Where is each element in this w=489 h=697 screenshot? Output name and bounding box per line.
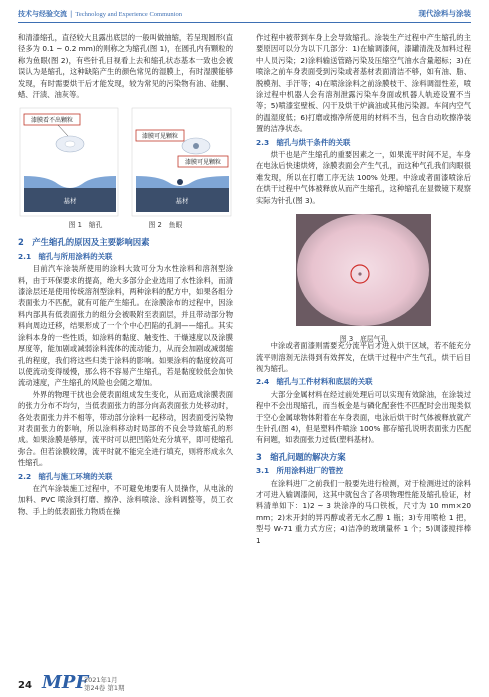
caption-fig1: 图 1 缩孔: [68, 221, 103, 230]
left-column: [18, 32, 233, 517]
micrograph-view: [297, 214, 429, 326]
fig2-label-top: 漆膜可见颗粒: [141, 133, 179, 141]
page-header: [0, 0, 489, 26]
paragraph-2-4: 大部分金属材料在经过前处理后可以实现有效除油，在涂装过程中不会出现缩孔，而当板金是与磷化配套性不匹配时会出现类似于空心金属球物体附着在车身表面，电泳后烘干时气体被释放就产生针孔(图 4)，但是塑料件喷涂 100% 都存缩孔说明表面张力匹配有问题，如表面张力过低(塑料基材)。: [256, 389, 471, 445]
section-2-2-heading: 2.2 缩孔与施工环境的关联: [18, 471, 113, 481]
fig2-particle: [177, 179, 183, 185]
pinhole: [358, 272, 361, 275]
section-2-3-heading: 2.3 缩孔与烘干条件的关联: [256, 137, 351, 147]
paragraph-2-2: 在汽车涂装施工过程中，不可避免地要有人员操作，从电泳的加料、PVC 喷涂到打磨、擦净、涂料喷涂、涂料调整等，员工衣物、手上的低表面张力物质在操: [18, 483, 233, 516]
figure-1-crater: [20, 108, 118, 216]
section-2-1-heading: 2.1 缩孔与所用涂料的关联: [18, 251, 113, 261]
fig1-substrate-label: 基材: [63, 197, 77, 206]
micrograph: [256, 212, 471, 328]
paragraph-2-1-a: 目前汽车涂装所使用的涂料大致可分为水性涂料和溶剂型涂料，由于环保要求的提高，绝大多部分企业选用了水性涂料，而清漆涂层还是使用传统溶剂型涂料，两种涂料的配方中，如果各组分表面张力不匹配，就有可能产生缩孔。在涂膜涂布的过程中，因涂料内部具有低表面张力的组分会被吸附至表面层，并且带动部分物料向周边迁移，结果形成了一个个中心凹陷的孔洞——缩孔。其实涂料本身的一些性质，如涂料的黏度、触变性、干燥速度以及涂膜厚度等，能加剧或减弱涂料流体的流动能力，从而会加剧或减弱缩孔的程度，我们将这些归类于涂料的影响。如果涂料的黏度较高可以使流动变得缓慢，那么将不容易产生缩孔，若是黏度较低会加快流动速度，产生缩孔的风险也会随之增加。: [18, 264, 233, 388]
fig1-label: 漆膜看不出颗粒: [30, 117, 74, 125]
section-2-heading: 2 产生缩孔的原因及主要影响因素: [18, 237, 150, 248]
paragraph-2-3-b: 中涂或者面漆则需要充分流平后才进入烘干区域，若不能充分流平则溶剂无法得到有效挥发，在烘干过程中产生气孔，烘干后目视为缩孔。: [256, 341, 471, 373]
paragraph-3-1: 在涂料进厂之前我们一般要先进行检测，对于检测进过的涂料才可进入输调漆间，这其中就包含了各项物理性能及缩孔验证，材料清单如下：1)2 ~ 3 块涂净的马口铁板，尺寸为 10 mm×20 mm；2)未开封的异丙醇或者无水乙醇 1 瓶；3)专用喷枪 1 把，型号 W-71 重力式方应；4)洁净的玻璃量杯 1 个；5)调漆搅拌棒 1: [256, 478, 471, 545]
issue-volume: 第24卷 第1期: [84, 684, 125, 692]
figure-2-fisheye: [132, 108, 231, 216]
caption-fig2: 图 2 鱼眼: [148, 221, 183, 230]
crater-fisheye-diagram: [18, 106, 233, 218]
fig2-label-mid: 漆膜可见颗粒: [184, 159, 222, 167]
section-title-cn: 技术与经验交流: [18, 10, 67, 18]
journal-section: [18, 9, 182, 19]
fig2-particle-top: [193, 143, 199, 149]
fig1-crater-center: [65, 141, 75, 147]
section-title-en: Technology and Experience Communion: [75, 11, 182, 18]
page-number: 24: [18, 680, 32, 691]
issue-date: 2021年1月: [84, 676, 118, 684]
figure-3: [256, 212, 471, 343]
figure-1-2-captions: [18, 220, 233, 231]
header-rule: [18, 22, 471, 23]
intro-paragraph: 和清漆缩孔，直径较大且露出底层的一般叫做抽缩，若呈现圆形(直径多为 0.1 ~ 0.2 mm)的则称之为缩孔(图 1)，在圆孔内有颗粒的称为鱼眼(图 2)，有些针孔目视看上去和缩孔状态基本一致也会被误认为是缩孔，这种缺陷产生的颜色常见的湿膜上，有时湿膜能够发现，有时需要烘干后才能发现，较为常见的污染物有油、硅酮、蜡、汗渍、油灰等。: [18, 33, 233, 100]
header-separator: |: [70, 10, 73, 18]
section-3-heading: 3 缩孔问题的解决方案: [256, 451, 346, 462]
figure-1-2: [18, 106, 233, 231]
section-2-4-heading: 2.4 缩孔与工件材料和底层的关联: [256, 377, 373, 387]
page-footer: [0, 668, 489, 697]
section-3-1-heading: 3.1 所用涂料进厂的管控: [256, 466, 343, 476]
caption-fig3: 图 3 底层气孔: [339, 334, 388, 343]
journal-name: 现代涂料与涂装: [418, 9, 471, 18]
journal-logo: MPF: [42, 672, 89, 693]
right-column: [256, 32, 471, 546]
paragraph-2-3: 烘干也是产生缩孔的重要因素之一，如果流平时间不足，车身在电泳后快速烘烤，涂膜表面会产生气孔，而这种气孔我们肉眼很难发现，所以在打磨工序无法 100% 处理。中涂或者面漆喷涂后在烘干过程中气体被释放从而产生缩孔，这种缩孔在显微镜下观察实际为针孔(图 3)。: [256, 150, 471, 205]
fig2-substrate-label: 基材: [175, 197, 189, 206]
paragraph-2-1-b: 外界的物理干扰也会使表面组成发生变化，从而造成涂膜表面的张力分布不均匀，当低表面张力的部分向高表面张力处移动时，各处表面张力并不相等，带动部分涂料一起移动，因表面受污染物对表面张力的影响，所以涂料移动时局部的不良会导致缩孔的形成。如果涂膜是够厚，流平时可以把凹陷处充分填平，即可使缩孔弥合。但若涂膜较薄，流平时就不能完全进行填充，则将形成永久性缩孔。: [18, 389, 233, 468]
paragraph-2-2-cont: 作过程中被带到车身上会导致缩孔。涂装生产过程中产生缩孔的主要原因可以分为以下几部分：1)在输调漆间，漆罐清洗及加料过程中人员污染；2)涂料输送管路污染及压缩空气油水含量超标；3)在喷涂之前车身表面受到污染或者基材表面清洁不够，如有油、脂、脱模剂、手汗等；4)在喷涂涂料之前涂膜枝干、涂料调湿性差，喷涂过程中机器人会有溶剂泄露污染车身面或机器人轨迹设置不当等；5)喷漆室壁板、闪干及烘干炉滴油或其他污染源。车间内空气的温湿度低；6)打磨或擦净所使用的材料不当，包含自动吹擦净装置的洁净状态。: [256, 33, 471, 134]
